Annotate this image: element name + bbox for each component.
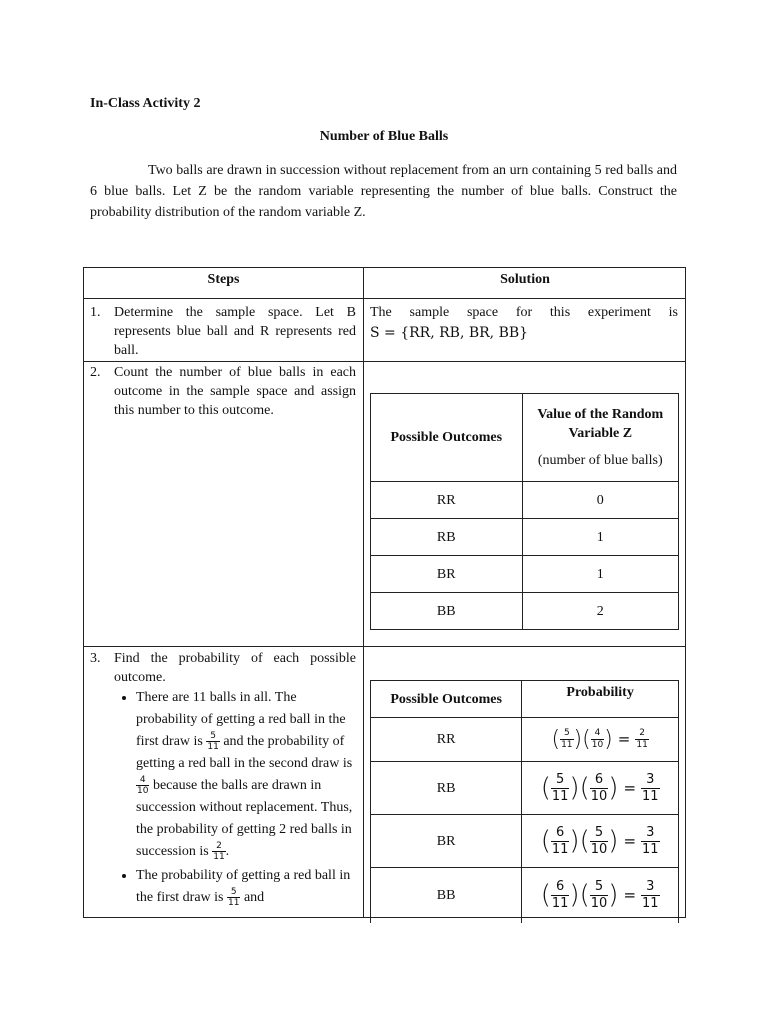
steps-solution-table (83, 267, 686, 918)
probability-expression: ( $\frac{5}{11}$ ) ( $\frac{6}{10}$ ) = $\frac{3}{11}$ (540, 771, 659, 804)
solution-header: Solution (500, 272, 550, 287)
row-divider (84, 646, 685, 647)
outcome-cell: BB (371, 868, 522, 923)
probability-cell (522, 718, 679, 762)
fraction: $\frac{5}{11}$ (207, 731, 219, 753)
sample-space-set: S = {RR, RB, BR, BB} (370, 325, 529, 341)
bullet-item: • There are 11 balls in all. The probability of getting a red ball in the first draw is $\frac{5}{11}$ and the probability of getting a red ball in the second draw is $\frac{4}{10}$ because the balls are drawn in succession without replacement. Thus, the probability of getting 2 red balls in succession is $\frac{2}{11}$ . (136, 687, 356, 863)
table-row (371, 519, 679, 556)
step-text: Count the number of blue balls in each outcome in the sample space and assign this number to this outcome. (114, 365, 356, 418)
problem-statement: Two balls are drawn in succession without replacement from an urn containing 5 red balls and 6 blue balls. Let Z be the random variable representing the number of blue balls. Construct the probability distribution of the random variable Z. (90, 163, 677, 220)
column-divider (363, 268, 364, 917)
row-divider (84, 361, 685, 362)
probability-expression: ( $\frac{6}{11}$ ) ( $\frac{5}{10}$ ) = $\frac{3}{11}$ (540, 824, 659, 857)
table-row (371, 762, 679, 815)
table-row (371, 593, 679, 630)
value-cell: 1 (522, 519, 678, 556)
outcome-cell: RB (371, 519, 523, 556)
probability-table-header: Probability (522, 681, 679, 718)
activity-title: In-Class Activity 2 (90, 96, 201, 111)
probability-cell (522, 762, 679, 815)
fraction: $\frac{2}{11}$ (213, 841, 225, 863)
step-text: Determine the sample space. Let B represents blue ball and R represents red ball. (114, 305, 356, 358)
value-cell: 0 (522, 482, 678, 519)
table-row (371, 556, 679, 593)
outcome-cell: RB (371, 762, 522, 815)
step-number: 2. (90, 365, 101, 380)
outcome-cell: BR (371, 815, 522, 868)
probability-cell (522, 868, 679, 923)
step-1 (90, 303, 356, 360)
outcome-cell: BR (371, 556, 523, 593)
step-number: 1. (90, 305, 101, 320)
probability-table (370, 680, 679, 923)
outcome-cell: RR (371, 718, 522, 762)
row-divider (84, 298, 685, 299)
table-row (371, 868, 679, 923)
probability-expression: ( $\frac{5}{11}$ ) ( $\frac{4}{10}$ ) = $\frac{2}{11}$ (551, 726, 648, 752)
outcomes-table-header: Possible Outcomes (371, 394, 523, 482)
section-title: Number of Blue Balls (319, 129, 449, 144)
table-row (371, 718, 679, 762)
table-row (371, 815, 679, 868)
outcome-cell: BB (371, 593, 523, 630)
step-2 (90, 363, 356, 420)
outcome-cell: RR (371, 482, 523, 519)
value-cell: 2 (522, 593, 678, 630)
probability-cell (522, 815, 679, 868)
value-header: Value of the Random Variable Z (537, 407, 664, 441)
step-number: 3. (90, 651, 101, 666)
probability-table-header: Possible Outcomes (371, 681, 522, 718)
steps-header: Steps (207, 272, 240, 287)
fraction: $\frac{5}{11}$ (227, 887, 240, 909)
outcomes-table (370, 393, 679, 630)
value-subheader: (number of blue balls) (537, 453, 663, 468)
step-text: Find the probability of each possible outcome. (114, 651, 356, 685)
solution-1-text: The sample space for this experiment is (370, 305, 678, 320)
value-cell: 1 (522, 556, 678, 593)
probability-expression: ( $\frac{6}{11}$ ) ( $\frac{5}{10}$ ) = $\frac{3}{11}$ (540, 878, 659, 911)
outcomes-table-header (522, 394, 678, 482)
fraction: $\frac{4}{10}$ (137, 775, 149, 797)
table-row (371, 482, 679, 519)
bullet-item: • The probability of getting a red ball in the first draw is $\frac{5}{11}$ and (136, 865, 356, 909)
step-3-bullets (114, 687, 356, 909)
step-3 (90, 649, 356, 909)
